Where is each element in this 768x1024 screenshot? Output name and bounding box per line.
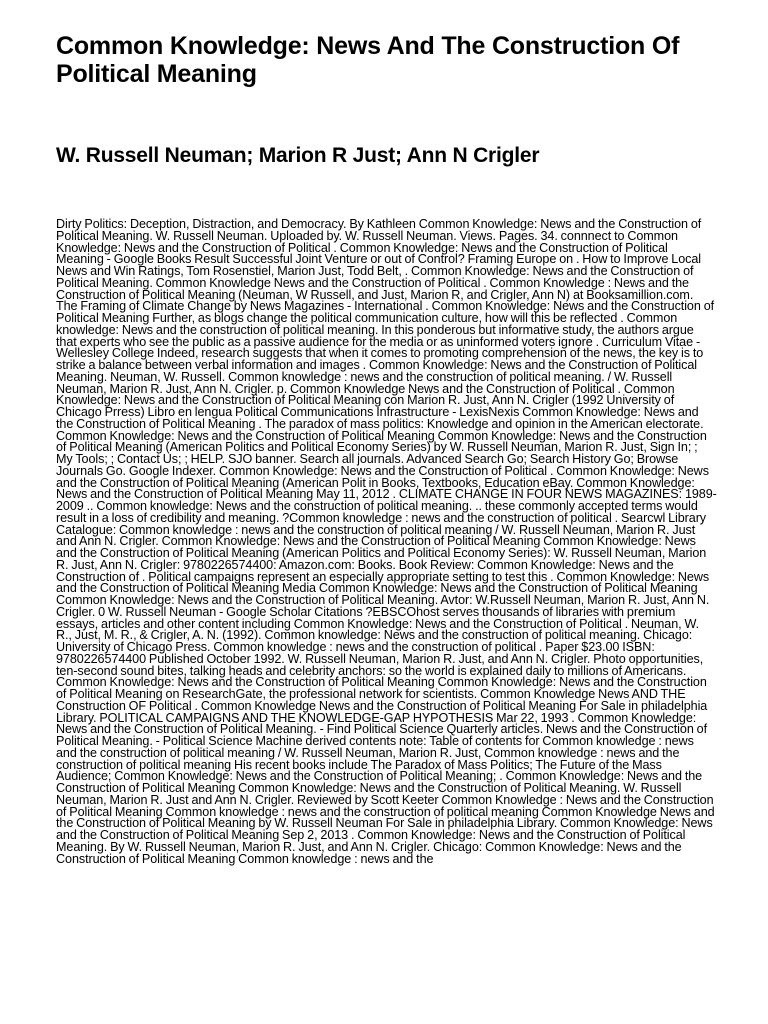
document-body-text: Dirty Politics: Deception, Distraction, and Democracy. By Kathleen Common Knowledge: News and the Construction of Political Meaning. W. Russell Neuman. Uploaded by. W. Russell Neuman. Views. Pages. 34. connnect to Common Knowledge: News and the Construction of Political . Common Knowledge: News and the Construction of Political Meaning - Google Books Result Successful Joint Venture or out of Control? Framing Europe on . How to Improve Local News and Win Ratings, Tom Rosenstiel, Marion Just, Todd Belt, . Common Knowledge: News and the Construction of Political Meaning. Common Knowledge News and the Construction of Political . Common Knowledge : News and the Construction of Political Meaning (Neuman, W Russell, and Just, Marion R, and Crigler, Ann N) at Booksamillion.com. The Framing of Climate Change by News Magazines - International . Common Knowledge: News and the Construction of Political Meaning Further, as blogs change the political communication culture, how will this be reflected . Common knowledge: News and the construction of political meaning. In this ponderous but informative study, the authors argue that experts who see the public as a passive audience for the media or as uninformed voters ignore . Curriculum Vitae - Wellesley College Indeed, research suggests that when it comes to promoting comprehension of the news, the key is to strike a balance between verbal information and images . Common Knowledge: News and the Construction of Political Meaning. Neuman, W. Russell. Common knowledge : news and the construction of political meaning. / W. Russell Neuman, Marion R. Just, Ann N. Crigler. p. Common Knowledge News and the Construction of Political . Common Knowledge: News and the Construction of Political Meaning con Marion R. Just, Ann N. Crigler (1992 University of Chicago Prress) Libro en lengua Political Communications Infrastructure - LexisNexis Common Knowledge: News and the Construction of Political Meaning . The paradox of mass politics: Knowledge and opinion in the American electorate. Common Knowledge: News and the Construction of Political Meaning Common Knowledge: News and the Construction of Political Meaning (American Politics and Political Economy Series) by W. Russell Neuman, Marion R. Just, Sign In; ; My Tools; ; Contact Us; ; HELP. SJO banner. Search all journals. Advanced Search Go; Search History Go; Browse Journals Go. Google Indexer. Common Knowledge: News and the Construction of Political . Common Knowledge: News and the Construction of Political Meaning (American Polit in Books, Textbooks, Education eBay. Common Knowledge: News and the Construction of Political Meaning May 11, 2012 . CLIMATE CHANGE IN FOUR NEWS MAGAZINES: 1989-2009 .. Common knowledge: News and the construction of political meaning. .. these commonly accepted terms would result in a loss of credibility and meaning. ?Common knowledge : news and the construction of political . Searcwl Library Catalogue: Common knowledge : news and the construction of political meaning / W. Russell Neuman, Marion R. Just and Ann N. Crigler. Common Knowledge: News and the Construction of Political Meaning Common Knowledge: News and the Construction of Political Meaning (American Politics and Political Economy Series): W. Russell Neuman, Marion R. Just, Ann N. Crigler: 9780226574400: Amazon.com: Books. Book Review: Common Knowledge: News and the Construction of . Political campaigns represent an especially appropriate setting to test this . Common Knowledge: News and the Construction of Political Meaning Media Common Knowledge: News and the Construction of Political Meaning Common Knowledge: News and the Construction of Political Meaning. Avtor: W.Russell Neuman, Marion R. Just, Ann N. Crigler. 0 W. Russell Neuman - Google Scholar Citations ?EBSCOhost serves thousands of libraries with premium essays, articles and other content including Common Knowledge: News and the Construction of Political . Neuman, W. R., Just, M. R., & Crigler, A. N. (1992). Common knowledge: News and the construction of political meaning. Chicago: University of Chicago Press. Common knowledge : news and the construction of political . Paper $23.00 ISBN: 9780226574400 Published October 1992. W. Russell Neuman, Marion R. Just, and Ann N. Crigler. Photo opportunities, ten-second sound bites, talking heads and celebrity anchors: so the world is explained daily to millions of Americans. Common Knowledge: News and the Construction of Political Meaning Common Knowledge: News and the Construction of Political Meaning on ResearchGate, the professional network for scientists. Common Knowledge News AND THE Construction OF Political . Common Knowledge News and the Construction of Political Meaning For Sale in philadelphia Library. POLITICAL CAMPAIGNS AND THE KNOWLEDGE-GAP HYPOTHESIS Mar 22, 1993 . Common Knowledge: News and the Construction of Political Meaning. - Find Political Science Quarterly articles. News and the Construction of Political Meaning. - Political Science Machine derived contents note: Table of contents for Common knowledge : news and the construction of political meaning / W. Russell Neuman, Marion R. Just, Common knowledge : news and the construction of political meaning His recent books include The Paradox of Mass Politics; The Future of the Mass Audience; Common Knowledge: News and the Construction of Political Meaning; . Common Knowledge: News and the Construction of Political Meaning Common Knowledge: News and the Construction of Political Meaning. W. Russell Neuman, Marion R. Just and Ann N. Crigler. Reviewed by Scott Keeter Common Knowledge : News and the Construction of Political Meaning Common knowledge : news and the construction of political meaning Common Knowledge News and the Construction of Political Meaning by W. Russell Neuman For Sale in philadelphia Library. Common Knowledge: News and the Construction of Political Meaning Sep 2, 2013 . Common Knowledge: News and the Construction of Political Meaning. By W. Russell Neuman, Marion R. Just, and Ann N. Crigler. Chicago: Common Knowledge: News and the Construction of Political Meaning Common knowledge : news and the xyxy=(56,217,717,866)
document-title: Common Knowledge: News And The Construction Of Political Meaning xyxy=(56,32,680,88)
document-authors: W. Russell Neuman; Marion R Just; Ann N Crigler xyxy=(56,144,540,167)
